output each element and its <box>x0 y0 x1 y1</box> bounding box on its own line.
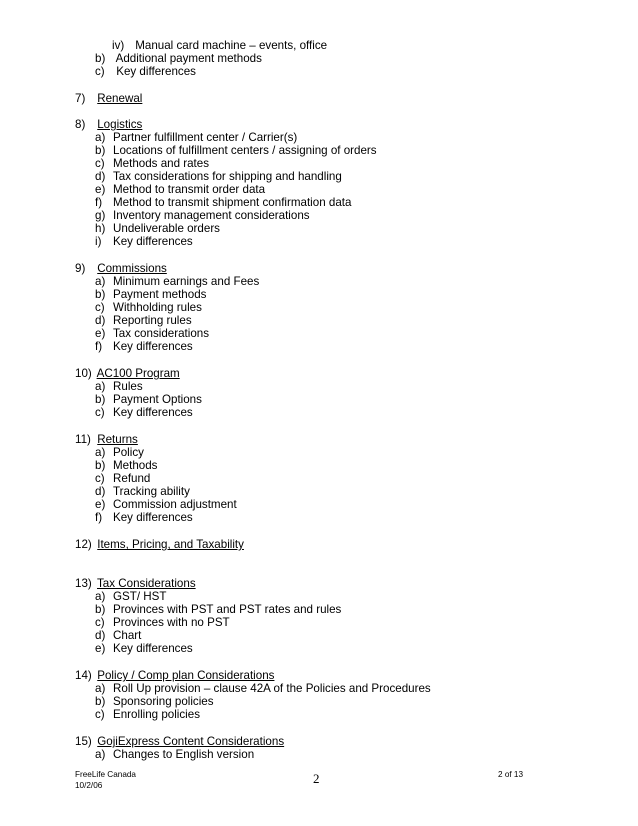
list-item <box>95 314 192 327</box>
list-item <box>95 131 297 144</box>
list-item <box>95 498 237 511</box>
item-marker: f) <box>95 340 103 353</box>
list-item <box>95 393 202 406</box>
section-heading <box>75 262 167 275</box>
list-item <box>95 616 230 629</box>
section-number: 13) <box>75 577 92 590</box>
section-number: 14) <box>75 669 92 682</box>
section-title: AC100 Program <box>96 367 180 380</box>
item-text: Inventory management considerations <box>113 209 310 222</box>
list-item <box>95 327 209 340</box>
item-marker: a) <box>95 590 106 603</box>
item-marker: c) <box>95 708 105 721</box>
section-title: GojiExpress Content Considerations <box>97 735 285 748</box>
item-text: Key differences <box>113 642 193 655</box>
list-item <box>95 52 262 65</box>
item-text: Undeliverable orders <box>113 222 220 235</box>
item-text: Chart <box>113 629 142 642</box>
item-text: Withholding rules <box>113 301 202 314</box>
section-number: 11) <box>75 433 91 446</box>
page-number: 2 <box>313 771 320 786</box>
item-marker: b) <box>95 288 106 301</box>
item-marker: c) <box>95 616 105 629</box>
item-marker: f) <box>95 511 103 524</box>
item-text: Policy <box>113 446 144 459</box>
section-title: Logistics <box>97 118 143 131</box>
item-text: Reporting rules <box>113 314 192 327</box>
item-marker: g) <box>95 209 106 222</box>
list-item <box>95 629 141 642</box>
item-text: Method to transmit shipment confirmation data <box>113 196 352 209</box>
list-item <box>95 209 310 222</box>
item-marker: h) <box>95 222 106 235</box>
list-item <box>95 446 144 459</box>
list-item <box>95 603 341 616</box>
list-item <box>95 65 196 78</box>
section-number: 15) <box>75 735 92 748</box>
item-marker: a) <box>95 748 106 761</box>
footer-page-of: 2 of 13 <box>498 770 524 779</box>
footer-company: FreeLife Canada <box>75 770 136 779</box>
item-marker: d) <box>95 314 106 327</box>
item-marker: a) <box>95 275 106 288</box>
item-text: Key differences <box>113 406 193 419</box>
list-item <box>95 275 259 288</box>
list-item <box>95 235 193 248</box>
item-text: Provinces with PST and PST rates and rules <box>113 603 342 616</box>
item-marker: b) <box>95 603 106 616</box>
list-item <box>95 459 157 472</box>
list-item <box>95 170 342 183</box>
item-text: Manual card machine – events, office <box>135 39 328 52</box>
list-item <box>95 642 193 655</box>
item-text: Locations of fulfillment centers / assigning of orders <box>113 144 377 157</box>
list-item <box>95 222 220 235</box>
list-item <box>95 485 190 498</box>
item-marker: a) <box>95 380 106 393</box>
section-heading <box>75 92 142 105</box>
item-text: Payment methods <box>113 288 207 301</box>
item-marker: b) <box>95 393 106 406</box>
item-marker: b) <box>95 52 106 65</box>
item-marker: e) <box>95 498 106 511</box>
item-marker: d) <box>95 485 106 498</box>
item-text: Rules <box>113 380 143 393</box>
list-item <box>95 695 214 708</box>
section-heading <box>75 577 196 590</box>
list-item <box>112 39 327 52</box>
item-marker: iv) <box>112 39 125 52</box>
item-text: Key differences <box>116 65 196 78</box>
footer-date: 10/2/06 <box>75 781 103 790</box>
item-marker: c) <box>95 406 105 419</box>
item-marker: d) <box>95 170 106 183</box>
item-marker: e) <box>95 327 106 340</box>
item-text: Sponsoring policies <box>113 695 214 708</box>
list-item <box>95 288 206 301</box>
item-marker: e) <box>95 642 106 655</box>
item-text: Enrolling policies <box>113 708 200 721</box>
section-number: 8) <box>75 118 86 131</box>
list-item <box>95 196 351 209</box>
item-marker: c) <box>95 157 105 170</box>
section-number: 9) <box>75 262 86 275</box>
item-text: Additional payment methods <box>115 52 262 65</box>
item-marker: a) <box>95 682 106 695</box>
list-item <box>95 157 209 170</box>
item-text: Methods <box>113 459 158 472</box>
item-marker: a) <box>95 131 106 144</box>
item-marker: a) <box>95 446 106 459</box>
item-text: Method to transmit order data <box>113 183 266 196</box>
list-item <box>95 301 202 314</box>
list-item <box>95 183 265 196</box>
section-number: 7) <box>75 92 86 105</box>
section-title: Policy / Comp plan Considerations <box>97 669 275 682</box>
section-title: Returns <box>97 433 138 446</box>
section-title: Tax Considerations <box>97 577 196 590</box>
item-marker: c) <box>95 65 105 78</box>
item-text: Key differences <box>113 511 193 524</box>
item-text: Payment Options <box>113 393 202 406</box>
item-marker: e) <box>95 183 106 196</box>
section-heading <box>75 433 138 446</box>
item-text: Methods and rates <box>113 157 210 170</box>
list-item <box>95 748 254 761</box>
list-item <box>95 340 193 353</box>
item-marker: b) <box>95 695 106 708</box>
item-marker: f) <box>95 196 103 209</box>
item-text: GST/ HST <box>113 590 167 603</box>
item-text: Tracking ability <box>113 485 190 498</box>
section-title: Items, Pricing, and Taxability <box>97 538 244 551</box>
section-heading <box>75 118 142 131</box>
item-text: Tax considerations for shipping and handling <box>113 170 342 183</box>
list-item <box>95 406 193 419</box>
list-item <box>95 511 193 524</box>
item-marker: i) <box>95 235 102 248</box>
item-text: Tax considerations <box>113 327 210 340</box>
item-marker: c) <box>95 301 105 314</box>
section-heading <box>75 669 274 682</box>
item-text: Minimum earnings and Fees <box>113 275 260 288</box>
list-item <box>95 682 431 695</box>
item-text: Changes to English version <box>113 748 255 761</box>
item-text: Commission adjustment <box>113 498 237 511</box>
item-text: Key differences <box>113 340 193 353</box>
list-item <box>95 472 150 485</box>
section-heading <box>75 367 180 380</box>
item-marker: b) <box>95 459 106 472</box>
section-number: 12) <box>75 538 92 551</box>
item-text: Key differences <box>113 235 193 248</box>
item-marker: b) <box>95 144 106 157</box>
item-text: Provinces with no PST <box>113 616 230 629</box>
item-marker: c) <box>95 472 105 485</box>
section-number: 10) <box>75 367 92 380</box>
section-title: Renewal <box>97 92 143 105</box>
list-item <box>95 144 377 157</box>
item-text: Roll Up provision – clause 42A of the Policies and Procedures <box>113 682 431 695</box>
list-item <box>95 380 143 393</box>
item-text: Refund <box>113 472 151 485</box>
section-title: Commissions <box>97 262 167 275</box>
section-heading <box>75 735 284 748</box>
list-item <box>95 708 200 721</box>
item-text: Partner fulfillment center / Carrier(s) <box>113 131 298 144</box>
list-item <box>95 590 166 603</box>
section-heading <box>75 538 244 551</box>
item-marker: d) <box>95 629 106 642</box>
